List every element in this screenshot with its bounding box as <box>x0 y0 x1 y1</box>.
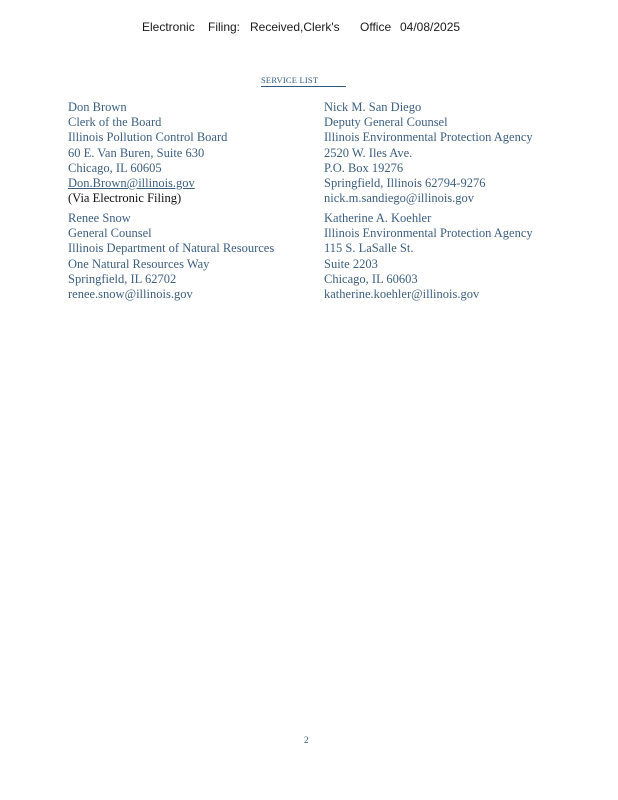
contact-line: Illinois Pollution Control Board <box>68 130 228 145</box>
contact-line: 115 S. LaSalle St. <box>324 241 414 256</box>
contact-name: Nick M. San Diego <box>324 100 422 114</box>
contact-line: Illinois Department of Natural Resources <box>68 241 275 256</box>
contact-line: P.O. Box 19276 <box>324 160 404 175</box>
contact-block-katherine-koehler <box>324 211 533 302</box>
contact-line: Illinois Environmental Protection Agency <box>324 226 533 241</box>
contact-line: One Natural Resources Way <box>68 256 210 271</box>
contact-line: Springfield, IL 62702 <box>68 271 177 286</box>
stamp-electronic: Electronic <box>142 20 195 34</box>
contact-email: nick.m.sandiego@illinois.gov <box>324 191 475 206</box>
contact-line: Suite 2203 <box>324 256 378 271</box>
contact-block-don-brown <box>68 100 227 206</box>
stamp-received: Received,Clerk's <box>250 20 340 34</box>
stamp-office: Office <box>360 20 392 34</box>
contact-name: Renee Snow <box>68 211 131 225</box>
contact-email: katherine.koehler@illinois.gov <box>324 287 480 302</box>
contact-line: Clerk of the Board <box>68 115 162 130</box>
contact-line: Deputy General Counsel <box>324 115 448 130</box>
page-number: 2 <box>304 735 309 745</box>
title-underline <box>261 86 346 87</box>
contact-line: Chicago, IL 60603 <box>324 271 418 286</box>
contact-block-nick-san-diego <box>324 100 533 206</box>
contact-email: renee.snow@illinois.gov <box>68 287 193 302</box>
contact-line: 60 E. Van Buren, Suite 630 <box>68 145 205 160</box>
contact-email-link[interactable]: Don.Brown@illinois.gov <box>68 176 195 191</box>
page-title: SERVICE LIST <box>261 75 319 85</box>
contact-block-renee-snow <box>68 211 274 302</box>
stamp-filing: Filing: <box>208 20 241 34</box>
contact-line: General Counsel <box>68 226 152 241</box>
contact-line: Springfield, Illinois 62794-9276 <box>324 176 486 191</box>
contact-line: 2520 W. Iles Ave. <box>324 145 413 160</box>
contact-name: Katherine A. Koehler <box>324 211 432 225</box>
filing-note: (Via Electronic Filing) <box>68 191 182 206</box>
stamp-date: 04/08/2025 <box>400 20 461 34</box>
contact-line: Illinois Environmental Protection Agency <box>324 130 533 145</box>
contact-line: Chicago, IL 60605 <box>68 160 162 175</box>
contact-name: Don Brown <box>68 100 127 114</box>
